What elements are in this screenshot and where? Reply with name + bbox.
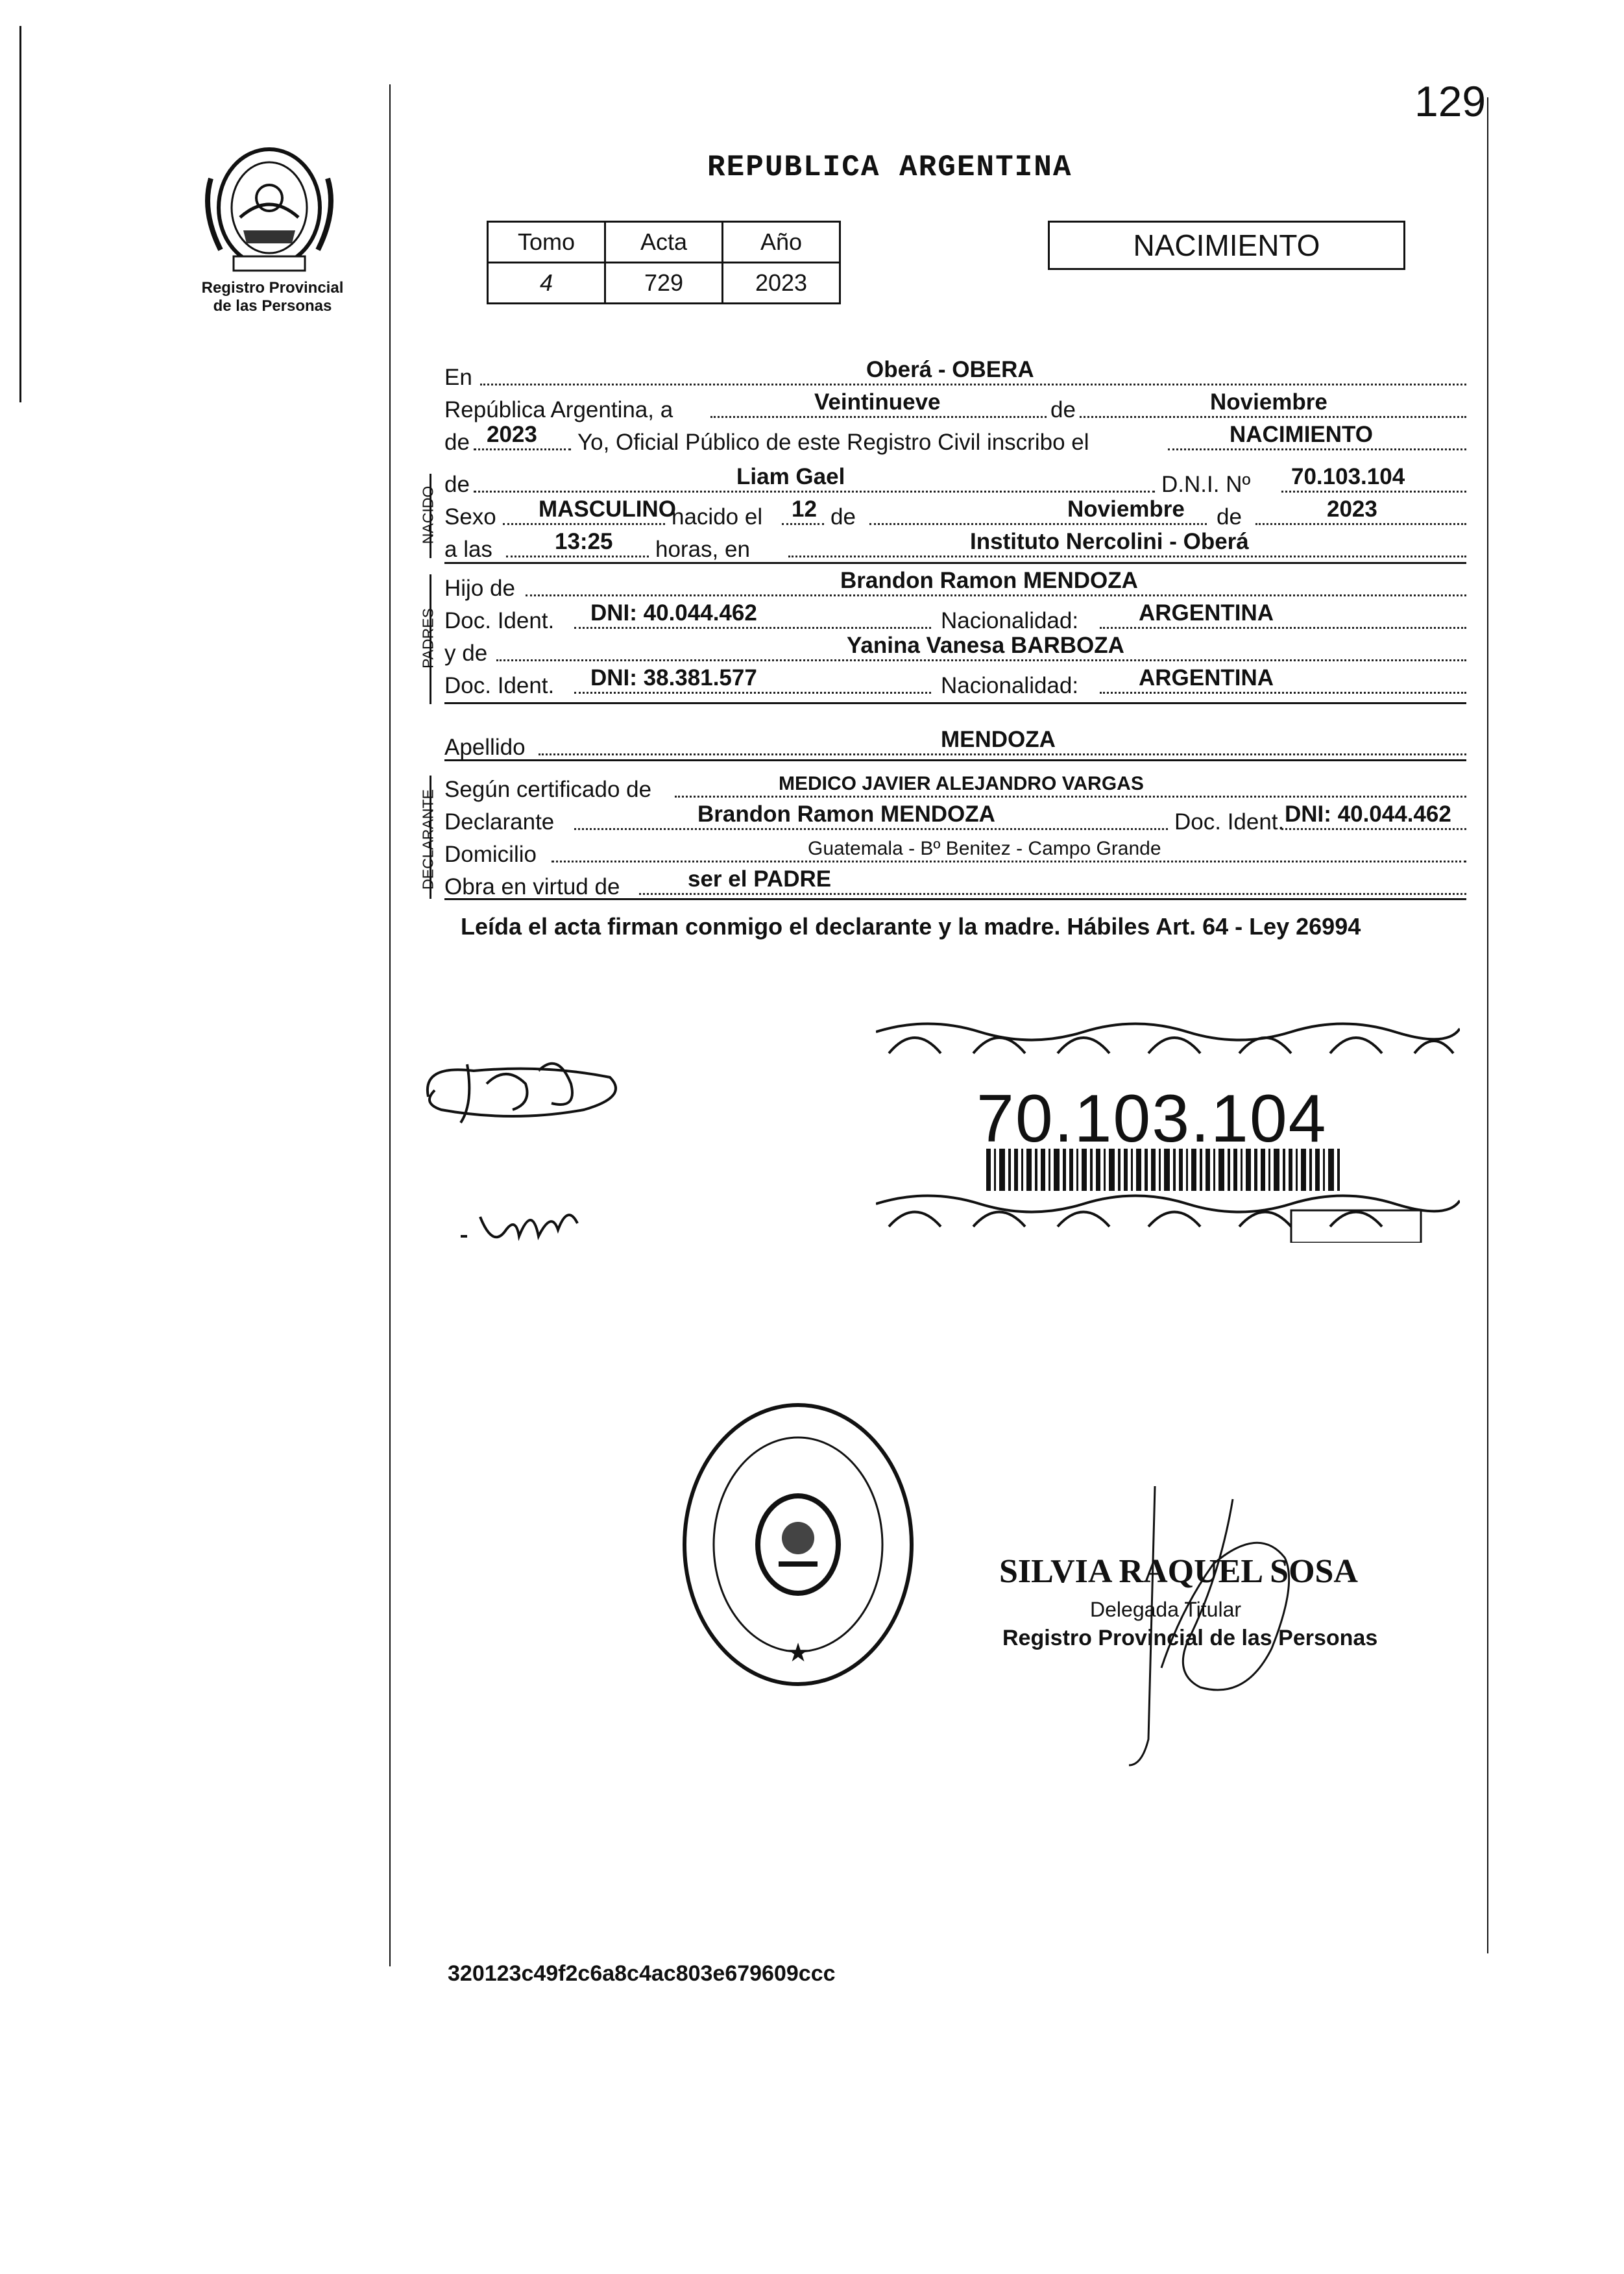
value-domicilio: Guatemala - Bº Benitez - Campo Grande: [808, 838, 1161, 859]
form-right-rule: [1487, 97, 1488, 1953]
label-declarante: Declarante: [444, 809, 555, 835]
row-hora: [444, 529, 1466, 560]
label-sexo: Sexo: [444, 504, 496, 530]
dotted-line: [551, 861, 1466, 862]
value-mes: Noviembre: [1210, 389, 1327, 415]
row-nombre: [444, 464, 1466, 495]
divider-nacido: [444, 562, 1466, 564]
label-hijo-de: Hijo de: [444, 576, 515, 601]
closing-note: Leída el acta firman conmigo el declarante y la madre. Hábiles Art. 64 - Ley 26994: [461, 913, 1361, 940]
label-nacionalidad-2: Nacionalidad:: [941, 673, 1079, 698]
label-de-4: de: [830, 504, 856, 530]
label-de-5: de: [1217, 504, 1242, 530]
label-apellido: Apellido: [444, 735, 526, 760]
dotted-line: [574, 828, 1168, 830]
row-padre: [444, 568, 1466, 599]
registry-caption-line1: Registro Provincial: [201, 279, 344, 297]
act-table-header-acta: Acta: [605, 222, 723, 263]
mother-signature: [454, 1191, 584, 1262]
label-nacido-el: nacido el: [672, 504, 763, 530]
dotted-line: [1100, 627, 1466, 629]
section-label-declarante: DECLARANTE: [419, 789, 437, 890]
value-certificado: MEDICO JAVIER ALEJANDRO VARGAS: [779, 773, 1144, 794]
value-lugar-nacimiento: Instituto Nercolini - Oberá: [970, 529, 1249, 554]
dotted-line: [710, 416, 1466, 418]
value-madre-nac: ARGENTINA: [1139, 665, 1274, 691]
dotted-line: [474, 491, 1155, 493]
row-fecha: [444, 389, 1466, 421]
value-sexo: MASCULINO: [539, 496, 676, 522]
value-nacido-dia: 12: [792, 496, 817, 522]
value-madre-doc: DNI: 38.381.577: [590, 665, 757, 691]
dotted-line: [1255, 523, 1466, 525]
divider-padres: [444, 702, 1466, 704]
label-de-2: de: [444, 430, 470, 455]
row-madre-doc: [444, 665, 1466, 696]
label-republica: República Argentina, a: [444, 397, 673, 422]
dotted-line: [675, 796, 1466, 798]
value-anio: 2023: [487, 422, 537, 447]
act-table-value-anio: 2023: [723, 263, 840, 304]
form-left-rule: [389, 84, 391, 1966]
dotted-line: [1281, 828, 1466, 830]
official-role: Delegada Titular: [1090, 1598, 1242, 1621]
dotted-line: [782, 523, 824, 525]
value-dia: Veintinueve: [814, 389, 941, 415]
dotted-line: [574, 692, 931, 694]
label-segun-certificado: Según certificado de: [444, 777, 652, 802]
label-de-1: de: [1048, 397, 1078, 423]
delegation-seal-icon: [675, 1395, 921, 1694]
value-dni: 70.103.104: [1291, 464, 1405, 489]
registry-caption: [182, 279, 363, 315]
label-y-de: y de: [444, 641, 488, 666]
act-table: [487, 221, 841, 304]
label-en: En: [444, 365, 472, 390]
section-label-padres: PADRES: [419, 608, 437, 668]
row-lugar: [444, 357, 1466, 388]
document-hash: 320123c49f2c6a8c4ac803e679609ccc: [448, 1961, 836, 1986]
dotted-line: [639, 893, 1466, 895]
dotted-line: [480, 384, 1466, 385]
act-table-header-tomo: Tomo: [488, 222, 605, 263]
page-number: 129: [1414, 77, 1486, 125]
svg-text:★: ★: [786, 1639, 810, 1667]
dotted-line: [506, 556, 649, 557]
label-dni: D.N.I. Nº: [1161, 472, 1251, 497]
value-nombre: Liam Gael: [736, 464, 845, 489]
label-a-las: a las: [444, 537, 492, 562]
divider-apellido: [444, 759, 1466, 761]
stamp-number: 70.103.104: [976, 1081, 1327, 1156]
value-lugar: Oberá - OBERA: [866, 357, 1034, 382]
value-en-virtud: ser el PADRE: [688, 866, 832, 892]
registry-caption-line2: de las Personas: [213, 297, 332, 315]
row-en-virtud: [444, 866, 1466, 898]
dotted-line: [869, 523, 1207, 525]
value-padre: Brandon Ramon MENDOZA: [840, 568, 1138, 593]
official-org: Registro Provincial de las Personas: [1002, 1626, 1378, 1650]
label-doc-ident-3: Doc. Ident.: [1174, 809, 1285, 835]
act-table-value-acta: 729: [605, 263, 723, 304]
section-label-nacido: NACIDO: [419, 485, 437, 544]
row-sexo: [444, 496, 1466, 528]
row-padre-doc: [444, 600, 1466, 631]
value-declarante: Brandon Ramon MENDOZA: [697, 801, 995, 827]
value-padre-nac: ARGENTINA: [1139, 600, 1274, 626]
province-crest-icon: [195, 140, 344, 276]
dotted-line: [1100, 692, 1466, 694]
value-nacido-anio: 2023: [1327, 496, 1377, 522]
value-nacido-mes: Noviembre: [1067, 496, 1185, 522]
label-nacionalidad-1: Nacionalidad:: [941, 608, 1079, 633]
label-yo-oficial: Yo, Oficial Público de este Registro Civil inscribo el: [577, 430, 1089, 455]
value-apellido: MENDOZA: [941, 727, 1056, 752]
dotted-line: [788, 556, 1466, 557]
left-margin-mark: [19, 26, 21, 402]
record-type-box: NACIMIENTO: [1048, 221, 1405, 270]
divider-declarante: [444, 898, 1466, 900]
dotted-line: [503, 523, 665, 525]
label-horas-en: horas, en: [655, 537, 750, 562]
label-doc-ident-2: Doc. Ident.: [444, 673, 555, 698]
official-name: SILVIA RAQUEL SOSA: [999, 1553, 1358, 1590]
dotted-line: [474, 448, 571, 450]
value-tipo: NACIMIENTO: [1230, 422, 1374, 447]
row-apellido: [444, 727, 1466, 758]
row-certificado: [444, 769, 1466, 800]
label-de-3: de: [444, 472, 470, 497]
declarant-signature: [415, 1025, 629, 1149]
dotted-line: [574, 627, 931, 629]
row-declarante: [444, 801, 1466, 833]
dotted-line: [539, 753, 1466, 755]
row-domicilio: [444, 834, 1466, 865]
dotted-line: [1168, 448, 1466, 450]
row-inscripcion: [444, 422, 1466, 453]
label-obra-en-virtud: Obra en virtud de: [444, 874, 620, 899]
dotted-line: [526, 594, 1466, 596]
label-doc-ident-1: Doc. Ident.: [444, 608, 555, 633]
label-domicilio: Domicilio: [444, 842, 537, 867]
dotted-line: [1281, 491, 1466, 493]
value-madre: Yanina Vanesa BARBOZA: [847, 633, 1124, 658]
value-declarante-doc: DNI: 40.044.462: [1285, 801, 1451, 827]
act-table-value-tomo: 4: [488, 263, 605, 304]
row-madre: [444, 633, 1466, 664]
value-padre-doc: DNI: 40.044.462: [590, 600, 757, 626]
document-title: REPUBLICA ARGENTINA: [707, 151, 1073, 184]
value-hora: 13:25: [555, 529, 613, 554]
dotted-line: [496, 659, 1466, 661]
act-table-header-anio: Año: [723, 222, 840, 263]
